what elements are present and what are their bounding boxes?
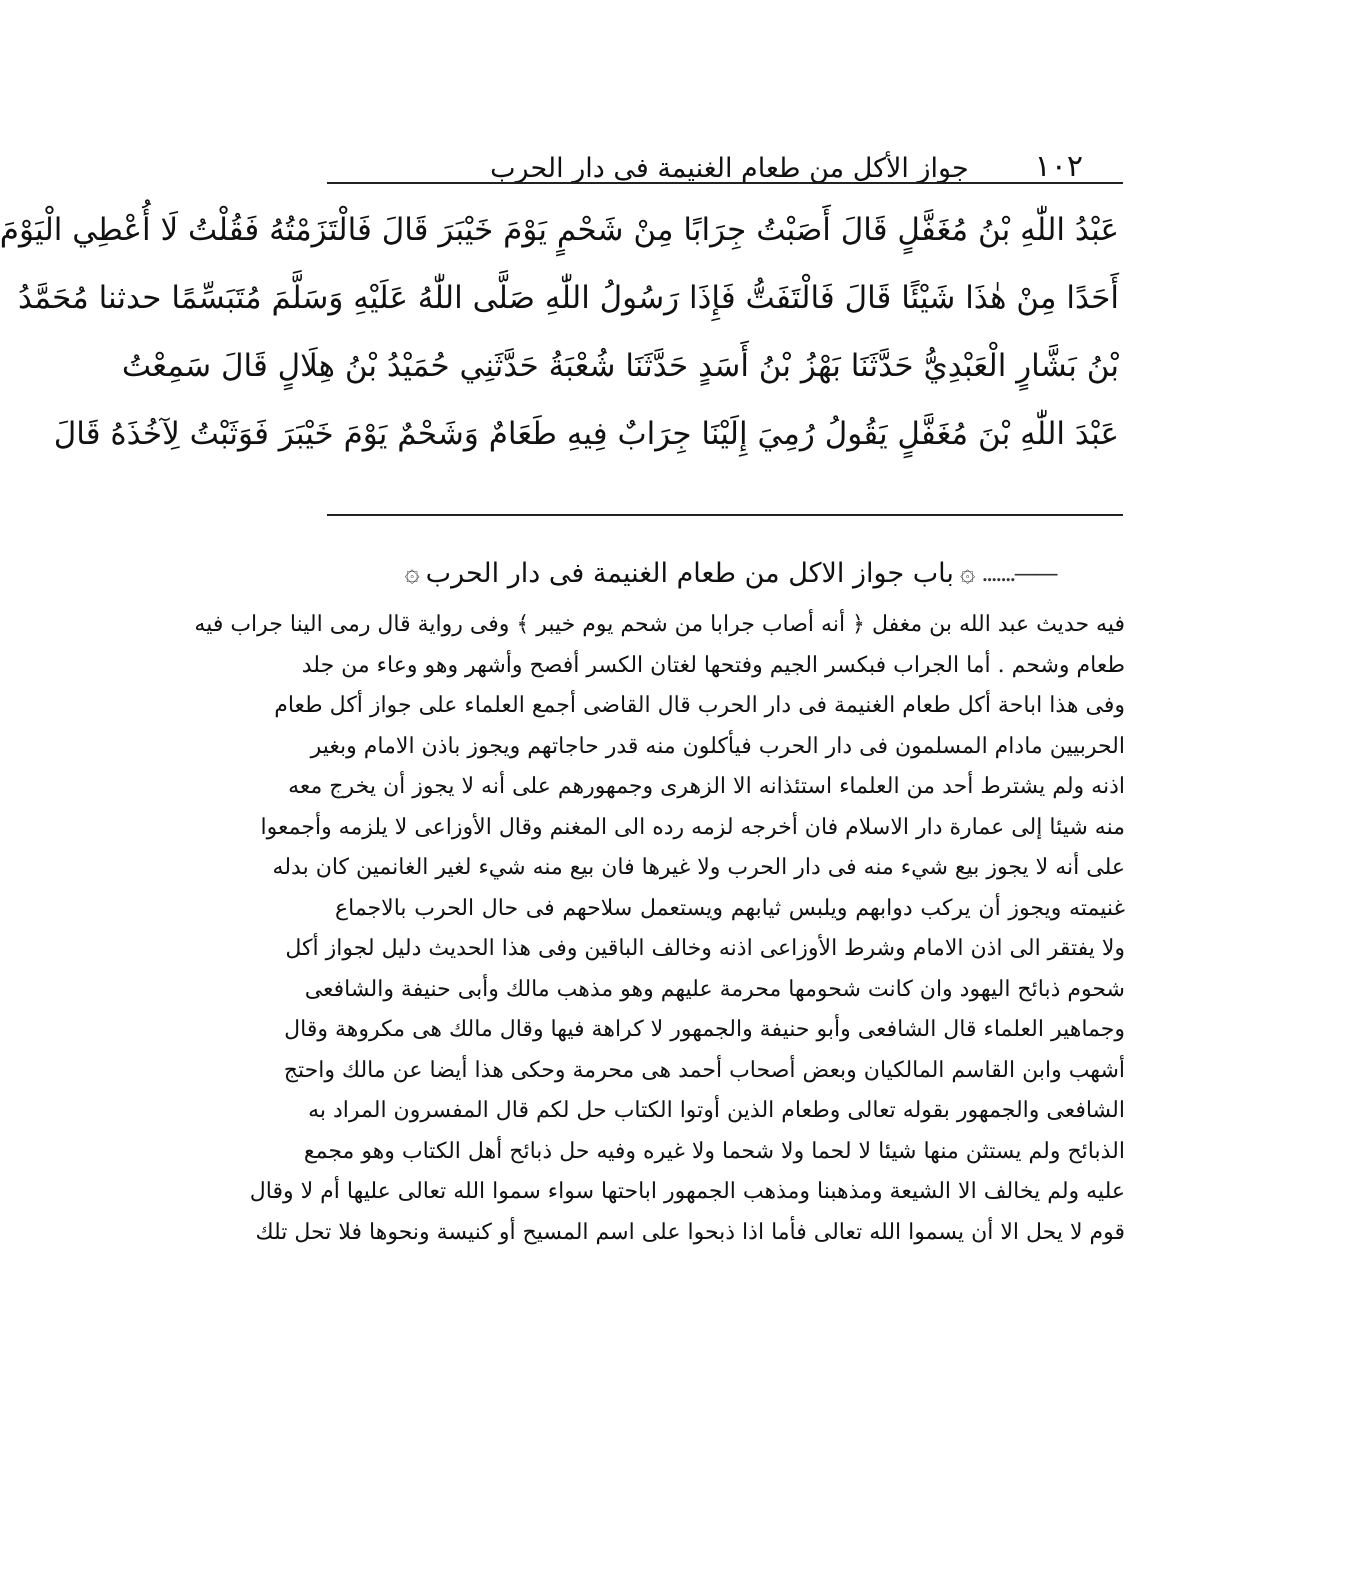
- commentary-line: اذنه ولم يشترط أحد من العلماء استئذانه الا الزهرى وجمهورهم على أنه لا يجوز أن يخرج معه: [288, 774, 1125, 799]
- commentary-line: فيه حديث عبد الله بن مغفل ﴿ أنه أصاب جرابا من شحم يوم خيبر ﴾ وفى رواية قال رمى الينا جراب فيه: [194, 612, 1125, 637]
- commentary-line: شحوم ذبائح اليهود وان كانت شحومها محرمة عليهم وهو مذهب مالك وأبى حنيفة والشافعى: [304, 976, 1125, 1002]
- hadith-line: بْنُ بَشَّارٍ الْعَبْدِيُّ حَدَّثَنَا بَهْزُ بْنُ أَسَدٍ حَدَّثَنَا شُعْبَةُ حَدَّثَنِي حُمَيْدُ بْنُ هِلَالٍ قَالَ سَمِعْتُ: [121, 348, 1119, 384]
- hadith-line: عَبْدَ اللّٰهِ بْنَ مُغَفَّلٍ يَقُولُ رُمِيَ إِلَيْنَا جِرَابٌ فِيهِ طَعَامٌ وَشَحْمٌ يَوْمَ خَيْبَرَ فَوَثَبْتُ لِآخُذَهُ قَالَ: [53, 416, 1119, 452]
- commentary-line: عليه ولم يخالف الا الشيعة ومذهبنا ومذهب الجمهور اباحتها سواء سموا الله تعالى عليها أم لا وقال: [249, 1179, 1125, 1204]
- chapter-heading: [335, 548, 1119, 598]
- commentary-line: الشافعى والجمهور بقوله تعالى وطعام الذين أوتوا الكتاب حل لكم قال المفسرون المراد به: [308, 1098, 1125, 1123]
- commentary-line: منه شيئا إلى عمارة دار الاسلام فان أخرجه لزمه رده الى المغنم وقال الأوزاعى لا يلزمه وأجمعوا: [260, 814, 1125, 840]
- hadith-text: [0, 196, 1119, 468]
- hadith-line: عَبْدُ اللّٰهِ بْنُ مُغَفَّلٍ قَالَ أَصَبْتُ جِرَابًا مِنْ شَحْمٍ يَوْمَ خَيْبَرَ قَالَ فَالْتَزَمْتُهُ فَقُلْتُ لَا أُعْطِي الْيَوْمَ: [0, 212, 1119, 248]
- section-divider: [327, 514, 1123, 516]
- commentary-text: [194, 605, 1125, 1253]
- commentary-line: الذبائح ولم يستثن منها شيئا لا لحما ولا شحما ولا غيره وفيه حل ذبائح أهل الكتاب وهو مجمع: [303, 1138, 1125, 1164]
- commentary-line: أشهب وابن القاسم المالكيان وبعض أصحاب أحمد هى محرمة وحكى هذا أيضا عن مالك واحتج: [283, 1057, 1125, 1083]
- heading-dashes: ——.......: [981, 559, 1056, 587]
- commentary-line: وجماهير العلماء قال الشافعى وأبو حنيفة والجمهور لا كراهة فيها وقال مالك هى مكروهة وقال: [284, 1017, 1125, 1042]
- commentary-line: غنيمته ويجوز أن يركب دوابهم ويلبس ثيابهم ويستعمل سلاحهم فى حال الحرب بالاجماع: [335, 895, 1125, 921]
- commentary-line: طعام وشحم . أما الجراب فبكسر الجيم وفتحها لغتان الكسر أفصح وأشهر وهو وعاء من جلد: [301, 652, 1125, 678]
- hadith-line: أَحَدًا مِنْ هٰذَا شَيْئًا قَالَ فَالْتَفَتُّ فَإِذَا رَسُولُ اللّٰهِ صَلَّى اللّٰهُ عَلَيْهِ وَسَلَّمَ مُتَبَسِّمًا حدثنا مُحَمَّدُ: [17, 280, 1119, 316]
- commentary-line: قوم لا يحل الا أن يسموا الله تعالى فأما اذا ذبحوا على اسم المسيح أو كنيسة ونحوها فلا تحل تلك: [255, 1219, 1125, 1245]
- commentary-line: الحربيين مادام المسلمون فى دار الحرب فيأكلون منه قدر حاجاتهم ويجوز باذن الامام وبغير: [310, 733, 1125, 759]
- commentary-line: على أنه لا يجوز بيع شيء منه فى دار الحرب ولا غيرها فان بيع منه شيء لغير الغانمين كان بدله: [272, 855, 1125, 880]
- commentary-line: ولا يفتقر الى اذن الامام وشرط الأوزاعى اذنه وخالف الباقين وفى هذا الحديث دليل لجواز أكل: [285, 936, 1125, 961]
- page-number: ١٠٢: [1034, 149, 1083, 184]
- chapter-title: باب جواز الاكل من طعام الغنيمة فى دار الحرب: [425, 557, 954, 589]
- running-title: جواز الأكل من طعام الغنيمة فى دار الحرب: [490, 153, 969, 184]
- running-header: [327, 128, 1123, 184]
- commentary-line: وفى هذا اباحة أكل طعام الغنيمة فى دار الحرب قال القاضى أجمع العلماء على جواز أكل طعام: [274, 693, 1125, 718]
- ornament-icon: ۞: [959, 558, 976, 588]
- header-rule: [327, 182, 1123, 184]
- ornament-icon: ۞: [404, 558, 420, 588]
